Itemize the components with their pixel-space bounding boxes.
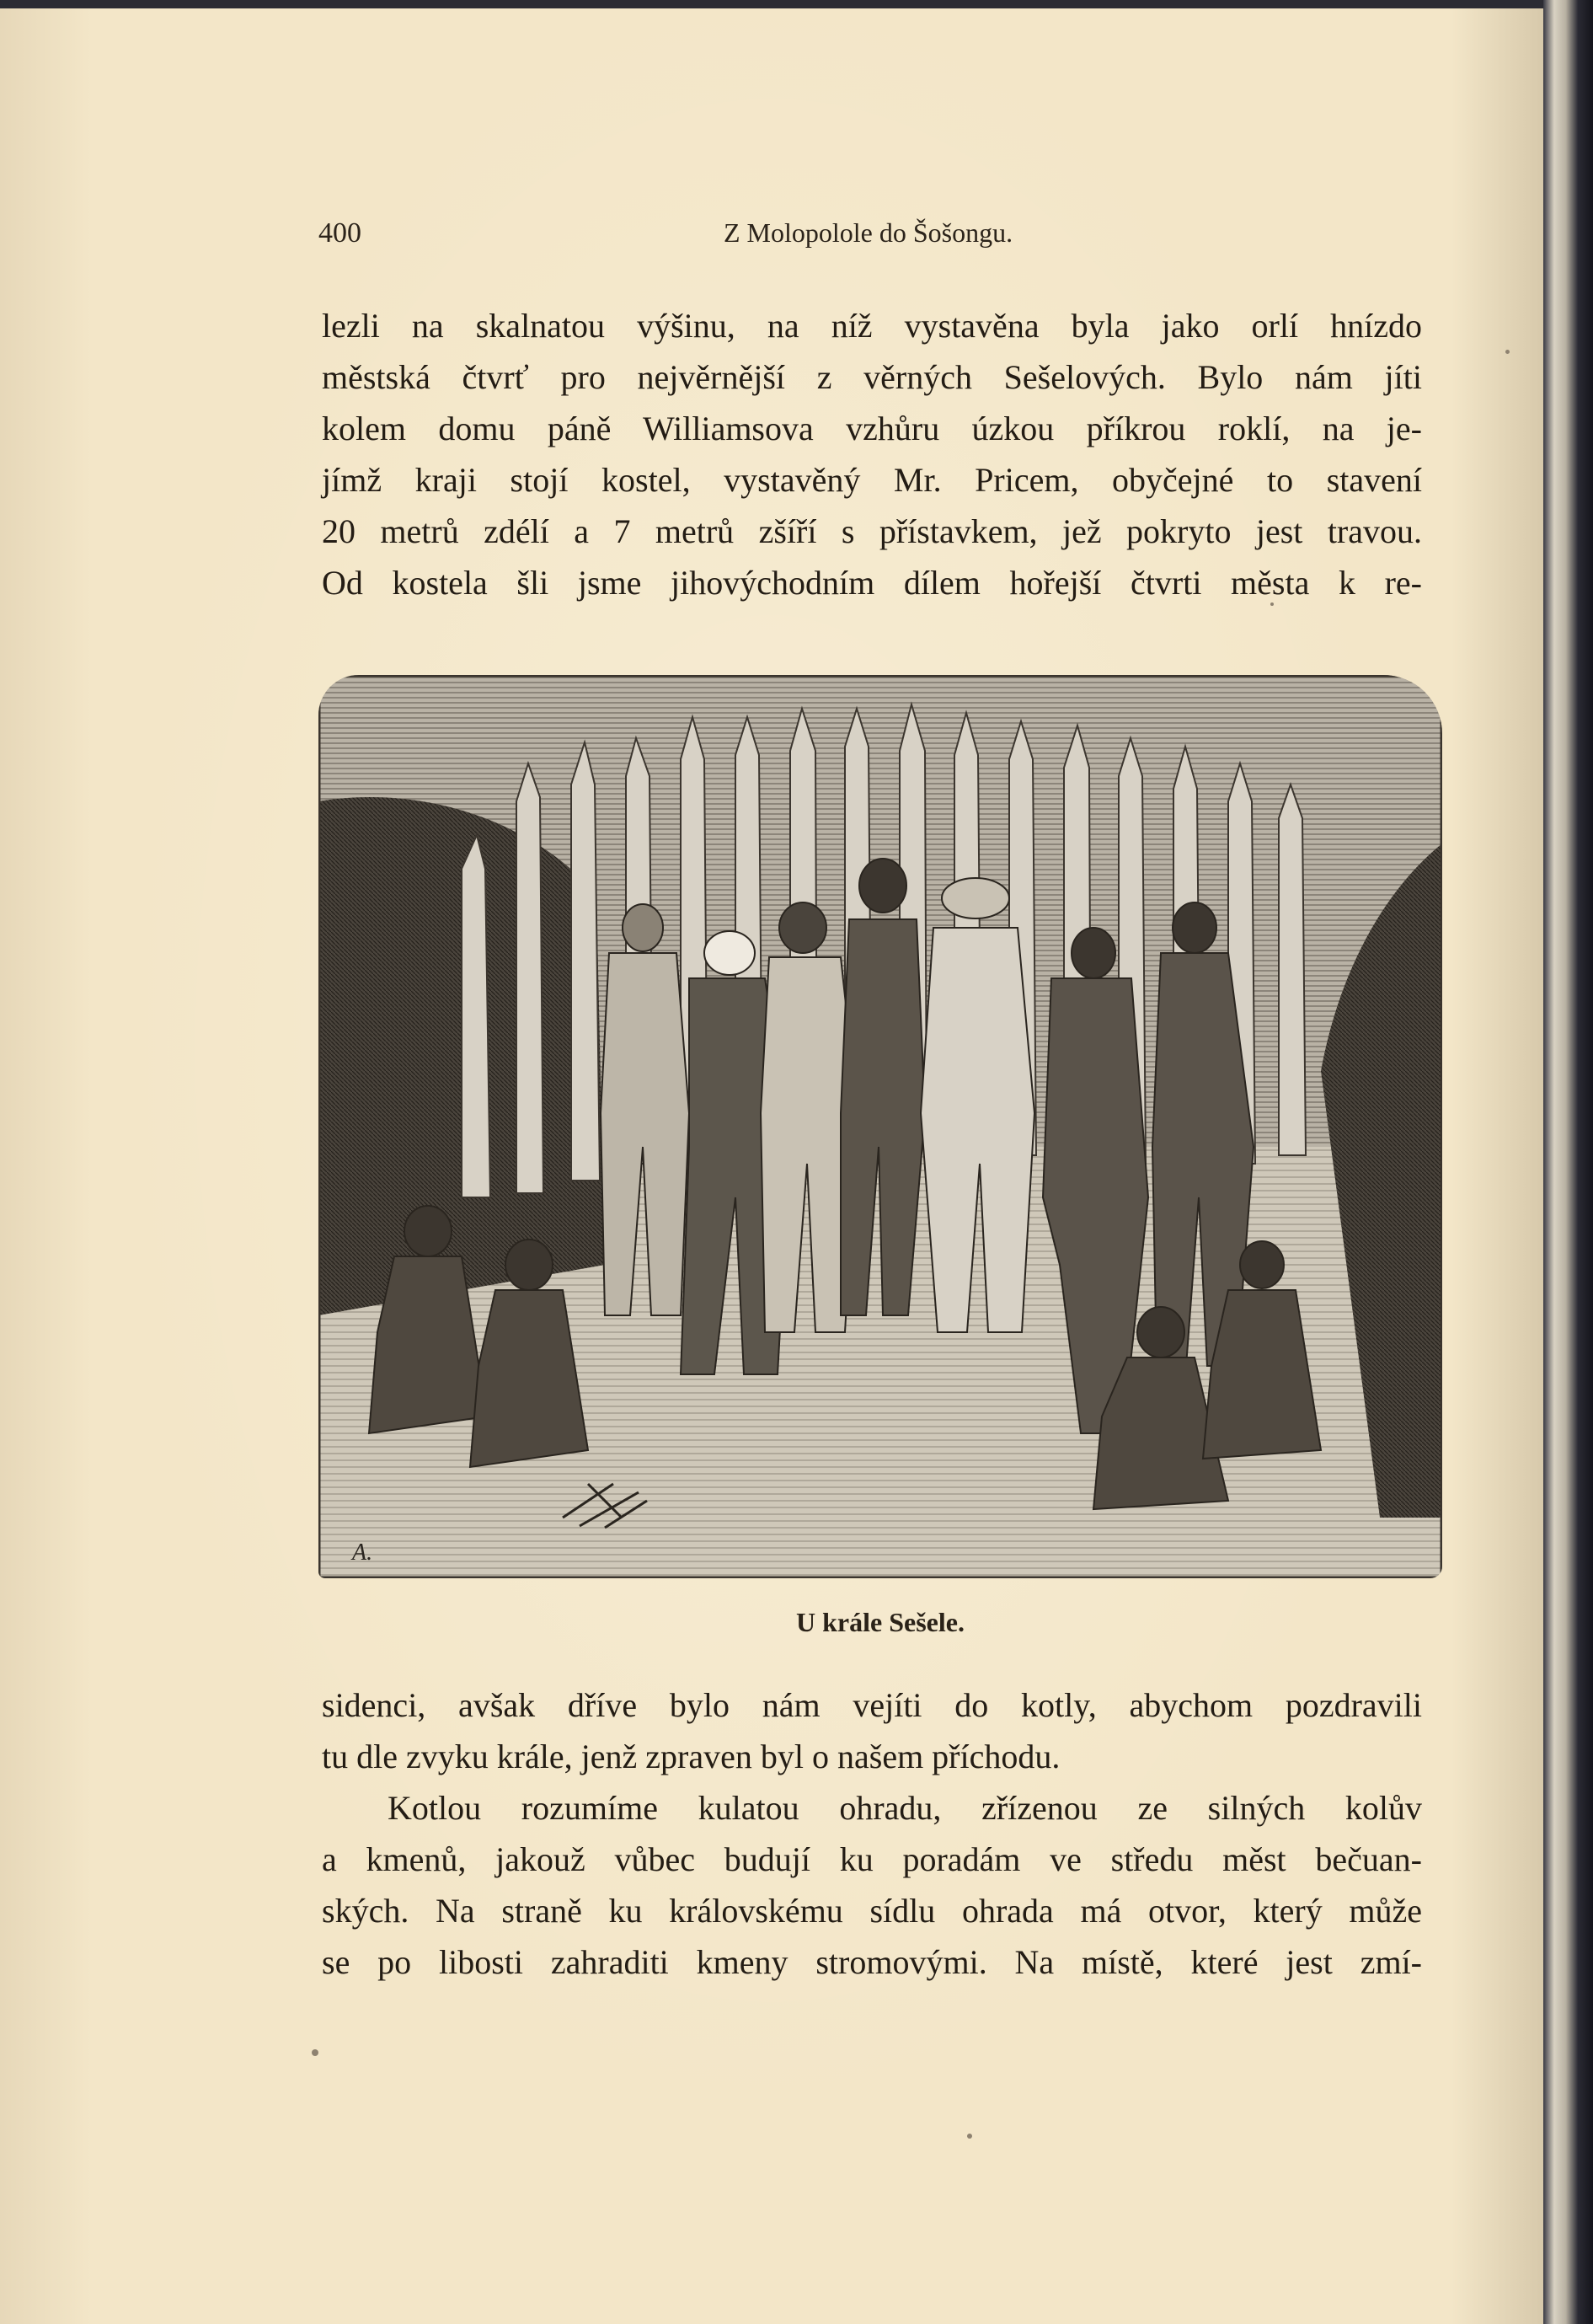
running-title: Z Molopolole do Šošongu.: [723, 217, 1013, 248]
engraving-illustration: [318, 675, 1442, 1578]
paper-speck: [1505, 350, 1510, 354]
paper-speck: [1270, 602, 1274, 606]
text-line: sidenci, avšak dříve bylo nám vejíti do kotly, abychom pozdravili: [322, 1686, 1422, 1724]
text-line: městská čtvrť pro nejvěrnější z věrných Sešelových. Bylo nám jíti: [322, 358, 1422, 396]
text-line: a kmenů, jakouž vůbec budují ku poradám ve středu měst bečuan-: [322, 1840, 1422, 1878]
text-line: jímž kraji stojí kostel, vystavěný Mr. Pricem, obyčejné to stavení: [322, 461, 1422, 499]
figure-shirtless-man: [841, 859, 925, 1315]
text-line: 20 metrů zdélí a 7 metrů zšíří s přístavkem, jež pokryto jest travou.: [322, 512, 1422, 550]
text-line: tu dle zvyku krále, jenž zpraven byl o našem příchodu.: [322, 1738, 1061, 1775]
book-binding-edge: [1543, 0, 1593, 2324]
illustration-caption: U krále Sešele.: [796, 1607, 965, 1637]
body-text-top: [322, 300, 1422, 608]
text-line: kolem domu páně Williamsova vzhůru úzkou příkrou roklí, na je-: [322, 410, 1422, 447]
page-number: 400: [318, 217, 361, 249]
body-text-bottom: [322, 1679, 1422, 1988]
artist-signature: A.: [352, 1540, 373, 1566]
text-line: ských. Na straně ku královskému sídlu ohrada má otvor, který může: [322, 1892, 1422, 1930]
text-line: Kotlou rozumíme kulatou ohradu, zřízenou ze silných kolův: [388, 1789, 1422, 1827]
engraving-scene: [318, 675, 1442, 1578]
paper-speck: [312, 2049, 318, 2056]
page-header: [318, 217, 1418, 260]
paper-speck: [967, 2134, 972, 2139]
text-line: se po libosti zahraditi kmeny stromovými. Na místě, které jest zmí-: [322, 1943, 1422, 1981]
text-line: lezli na skalnatou výšinu, na níž vystavěna byla jako orlí hnízdo: [322, 307, 1422, 345]
text-line: Od kostela šli jsme jihovýchodním dílem hořejší čtvrti města k re-: [322, 564, 1422, 602]
